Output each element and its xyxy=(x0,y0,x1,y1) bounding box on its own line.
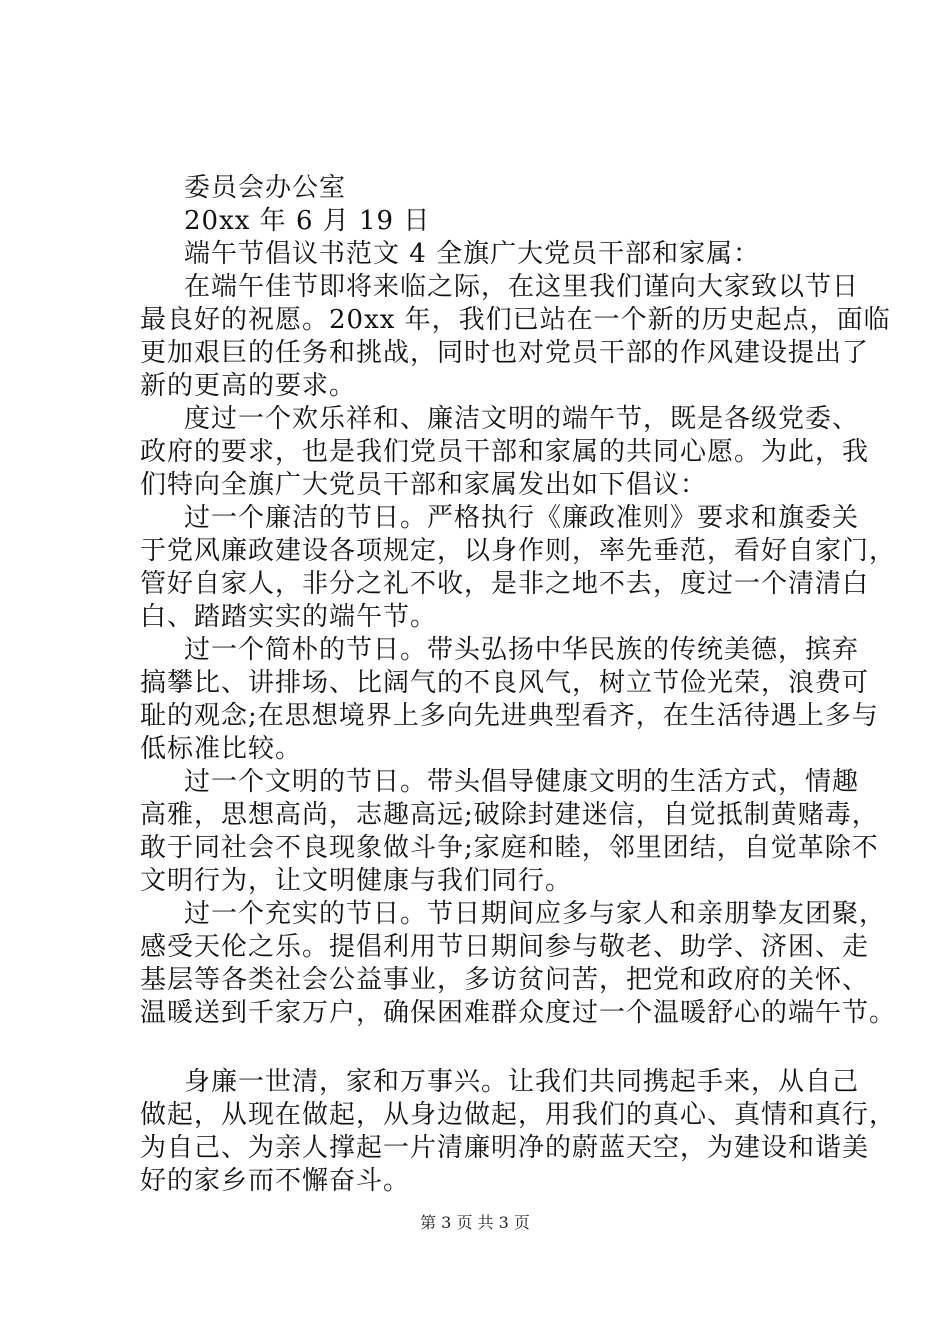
paragraph-line: 最良好的祝愿。20xx 年，我们已站在一个新的历史起点，面临 xyxy=(140,305,891,335)
paragraph-line: 低标准比较。 xyxy=(140,734,303,764)
paragraph-7 xyxy=(140,1066,897,1198)
paragraph-line: 们特向全旗广大党员干部和家属发出如下倡议： xyxy=(140,470,708,500)
document-body xyxy=(140,172,897,1198)
paragraph-gap xyxy=(140,1030,840,1066)
paragraph-line: 过一个充实的节日。节日期间应多与家人和亲朋挚友团聚， xyxy=(184,899,887,929)
paragraph-line: 身廉一世清，家和万事兴。让我们共同携起手来，从自己 xyxy=(184,1067,860,1097)
paragraph-line: 在端午佳节即将来临之际，在这里我们谨向大家致以节日 xyxy=(184,272,860,302)
paragraph-line: 白、踏踏实实的端午节。 xyxy=(140,602,438,632)
paragraph-line: 为自己、为亲人撑起一片清廉明净的蔚蓝天空，为建设和谐美 xyxy=(140,1133,870,1163)
paragraph-line: 好的家乡而不懈奋斗。 xyxy=(140,1166,411,1196)
paragraph-line: 度过一个欢乐祥和、廉洁文明的端午节，既是各级党委、 xyxy=(184,404,860,434)
paragraph-5 xyxy=(140,766,879,898)
document-heading: 端午节倡议书范文 4 全旗广大党员干部和家属： xyxy=(184,239,761,269)
paragraph-line: 过一个简朴的节日。带头弘扬中华民族的传统美德，摈弃 xyxy=(184,635,860,665)
paragraph-line: 感受天伦之乐。提倡利用节日期间参与敬老、助学、济困、走 xyxy=(140,932,870,962)
paragraph-line: 新的更高的要求。 xyxy=(140,371,357,401)
paragraph-line: 政府的要求，也是我们党员干部和家属的共同心愿。为此，我 xyxy=(140,437,870,467)
paragraph-line: 高雅，思想高尚，志趣高远;破除封建迷信，自觉抵制黄赌毒， xyxy=(140,800,879,830)
signature-date: 20xx 年 6 月 19 日 xyxy=(184,206,431,236)
paragraph-line: 过一个廉洁的节日。严格执行《廉政准则》要求和旗委关 xyxy=(184,503,860,533)
paragraph-1 xyxy=(140,271,891,403)
paragraph-line: 于党风廉政建设各项规定，以身作则，率先垂范，看好自家门， xyxy=(140,536,897,566)
paragraph-6 xyxy=(140,898,897,1030)
page-footer: 第 3 页 共 3 页 xyxy=(420,1213,530,1232)
paragraph-line: 搞攀比、讲排场、比阔气的不良风气，树立节俭光荣，浪费可 xyxy=(140,668,870,698)
signature-org: 委员会办公室 xyxy=(184,173,347,203)
paragraph-line: 过一个文明的节日。带头倡导健康文明的生活方式，情趣 xyxy=(184,767,860,797)
paragraph-line: 敢于同社会不良现象做斗争;家庭和睦，邻里团结，自觉革除不 xyxy=(140,833,879,863)
paragraph-3 xyxy=(140,502,897,634)
paragraph-line: 做起，从现在做起，从身边做起，用我们的真心、真情和真行， xyxy=(140,1100,897,1130)
paragraph-4 xyxy=(140,634,879,766)
paragraph-line: 基层等各类社会公益事业，多访贫问苦，把党和政府的关怀、 xyxy=(140,965,870,995)
paragraph-2 xyxy=(140,403,870,502)
paragraph-line: 温暖送到千家万户，确保困难群众度过一个温暖舒心的端午节。 xyxy=(140,998,897,1028)
paragraph-line: 耻的观念;在思想境界上多向先进典型看齐，在生活待遇上多与 xyxy=(140,701,879,731)
paragraph-line: 更加艰巨的任务和挑战，同时也对党员干部的作风建设提出了 xyxy=(140,338,870,368)
paragraph-line: 管好自家人，非分之礼不收，是非之地不去，度过一个清清白 xyxy=(140,569,870,599)
paragraph-line: 文明行为，让文明健康与我们同行。 xyxy=(140,866,573,896)
